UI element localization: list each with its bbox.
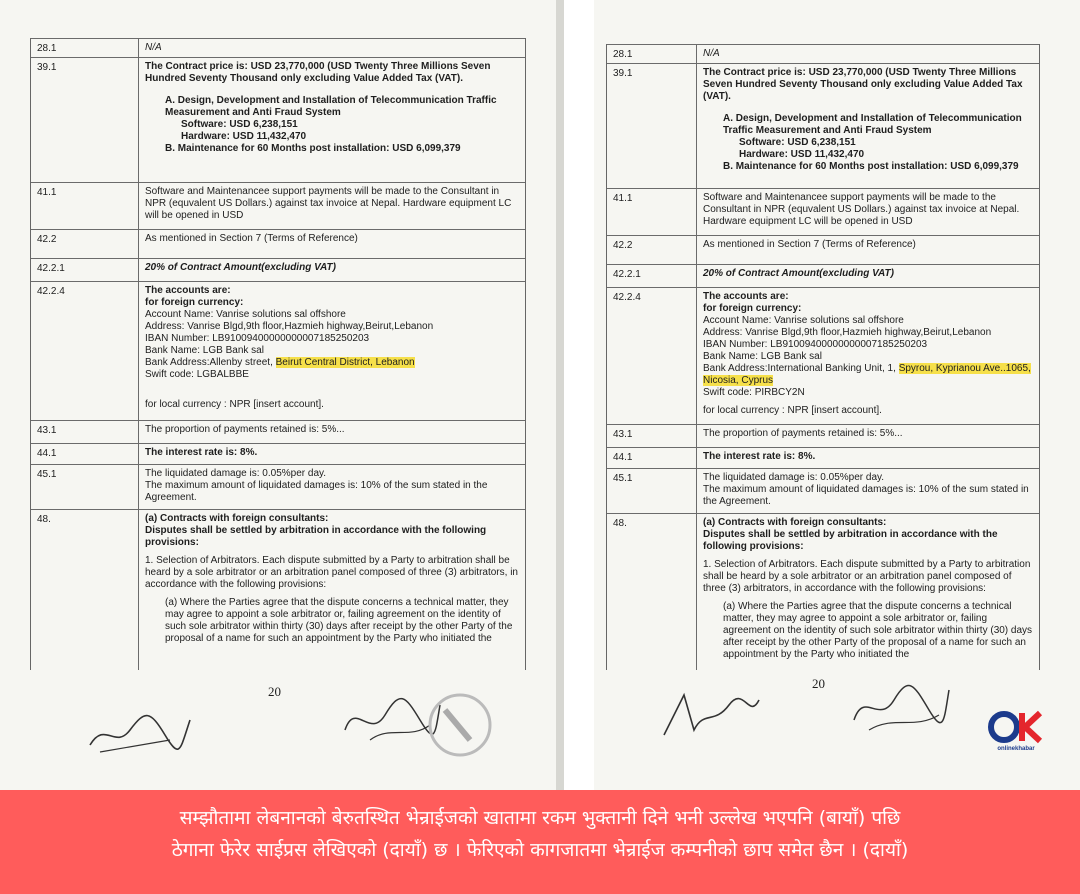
signature-right-2 (844, 670, 954, 740)
highlighted-address: Spyrou, Kyprianou Ave..1065, Nicosia, Cyprus (703, 363, 1031, 386)
clause-number: 42.2.1 (607, 265, 697, 287)
signature-left-1 (80, 690, 200, 760)
iban-number: IBAN Number: LB91009400000000007185250203 (145, 333, 370, 344)
clause-text: The interest rate is: 8%. (145, 447, 258, 458)
disputes-text: Disputes shall be settled by arbitration in accordance with the following provisions: (703, 529, 998, 552)
max-liquidated-damage: The maximum amount of liquidated damages is: 10% of the sum stated in the Agreement. (703, 484, 1029, 507)
page-divider (556, 0, 564, 790)
clause-number: 41.1 (607, 189, 697, 235)
contract-price: The Contract price is: USD 23,770,000 (USD Twenty Three Millions Seven Hundred Seventy Thousand only excluding Value Added Tax (VAT). (703, 67, 1023, 102)
clause-number: 48. (31, 510, 139, 670)
contract-price: The Contract price is: USD 23,770,000 (USD Twenty Three Millions Seven Hundred Seventy Thousand only excluding Value Added Tax (VAT). (145, 61, 491, 84)
bank-name: Bank Name: LGB Bank sal (703, 351, 822, 362)
clause-number: 44.1 (31, 444, 139, 464)
item-a: A. Design, Development and Installation of Telecommunication Traffic Measurement and Anti Fraud System (723, 113, 1022, 136)
software-cost: Software: USD 6,238,151 (181, 119, 298, 130)
selection-of-arbitrators: 1. Selection of Arbitrators. Each dispute submitted by a Party to arbitration shall be heard by a sole arbitrator or an arbitration panel composed of three (3) arbitrators, in accordance with the following provisions: (145, 555, 518, 590)
iban-number: IBAN Number: LB91009400000000007185250203 (703, 339, 928, 350)
clause-text: N/A (703, 48, 720, 59)
clause-number: 39.1 (607, 64, 697, 188)
foreign-contracts-heading: (a) Contracts with foreign consultants: (703, 517, 887, 528)
foreign-currency-label: for foreign currency: (703, 303, 802, 314)
clause-text: The proportion of payments retained is: 5%... (145, 424, 345, 435)
signature-right-1 (654, 680, 764, 750)
clause-number: 45.1 (607, 469, 697, 513)
caption-banner (0, 790, 1080, 894)
technical-matter-clause: (a) Where the Parties agree that the dispute concerns a technical matter, they may agree to appoint a sole arbitrator or, failing agreement on the identity of such sole arbitrator within thirty (30) days after receipt by the other Party of the proposal of a name for such an appointment by the Party who initiated the (723, 601, 1033, 660)
clause-number: 42.2.1 (31, 259, 139, 281)
max-liquidated-damage: The maximum amount of liquidated damages is: 10% of the sum stated in the Agreement. (145, 480, 488, 503)
foreign-contracts-heading: (a) Contracts with foreign consultants: (145, 513, 329, 524)
clause-number: 39.1 (31, 58, 139, 182)
bank-address: Bank Address:Allenby street, Beirut Central District, Lebanon (145, 357, 415, 368)
clause-number: 48. (607, 514, 697, 670)
hardware-cost: Hardware: USD 11,432,470 (739, 149, 865, 160)
clause-text: Software and Maintenancee support payments will be made to the Consultant in NPR (equvalent US Dollars.) against tax invoice at Nepal. Hardware equipment LC will be opened in USD (145, 186, 512, 221)
clause-text: Software and Maintenancee support payments will be made to the Consultant in NPR (equvalent US Dollars.) against tax invoice at Nepal. Hardware equipment LC will be opened in USD (703, 192, 1020, 227)
clause-text: 20% of Contract Amount(excluding VAT) (145, 262, 336, 273)
clause-number: 42.2.4 (607, 288, 697, 424)
clause-text: N/A (145, 42, 162, 53)
local-currency: for local currency : NPR [insert account]. (145, 399, 324, 410)
swift-code: Swift code: LGBALBBE (145, 369, 249, 380)
clause-text: The proportion of payments retained is: 5%... (703, 428, 903, 439)
caption-line-1: सम्झौतामा लेबनानको बेरुतस्थित भेन्राईजको खातामा रकम भुक्तानी दिने भनी उल्लेख भएपनि (बायाँ) पछि (179, 807, 901, 829)
item-a: A. Design, Development and Installation of Telecommunication Traffic Measurement and Anti Fraud System (165, 95, 497, 118)
item-b: B. Maintenance for 60 Months post installation: USD 6,099,379 (165, 143, 461, 154)
page-number: 20 (268, 684, 281, 699)
selection-of-arbitrators: 1. Selection of Arbitrators. Each dispute submitted by a Party to arbitration shall be heard by a sole arbitrator or an arbitration panel composed of three (3) arbitrators, in accordance with the following provisions: (703, 559, 1031, 594)
account-address: Address: Vanrise Blgd,9th floor,Hazmieh highway,Beirut,Lebanon (703, 327, 992, 338)
page-number: 20 (812, 676, 825, 691)
bank-address: Bank Address:International Banking Unit, 1, Spyrou, Kyprianou Ave..1065, Nicosia, Cyprus (703, 363, 1031, 386)
clause-text: As mentioned in Section 7 (Terms of Reference) (145, 233, 358, 244)
hardware-cost: Hardware: USD 11,432,470 (181, 131, 307, 142)
clause-text: 20% of Contract Amount(excluding VAT) (703, 268, 894, 279)
accounts-heading: The accounts are: (703, 291, 789, 302)
clause-number: 43.1 (607, 425, 697, 447)
local-currency: for local currency : NPR [insert account]. (703, 405, 882, 416)
clause-number: 42.2 (31, 230, 139, 258)
item-b: B. Maintenance for 60 Months post installation: USD 6,099,379 (723, 161, 1019, 172)
logo-text: onlinekhabar (997, 746, 1035, 752)
document-left (0, 0, 556, 790)
clause-number: 28.1 (31, 39, 139, 57)
onlinekhabar-logo (988, 708, 1044, 760)
caption-line-2: ठेगाना फेरेर साईप्रस लेखिएको (दायाँ) छ । फेरिएको कागजातमा भेन्राईज कम्पनीको छाप समेत छैन । (दायाँ) (171, 839, 909, 861)
accounts-heading: The accounts are: (145, 285, 231, 296)
stamp-left (410, 690, 510, 760)
liquidated-damage: The liquidated damage is: 0.05%per day. (703, 472, 885, 483)
disputes-text: Disputes shall be settled by arbitration in accordance with the following provisions: (145, 525, 487, 548)
contract-table-right (606, 44, 1040, 670)
highlighted-address: Beirut Central District, Lebanon (275, 357, 415, 368)
clause-number: 42.2 (607, 236, 697, 264)
technical-matter-clause: (a) Where the Parties agree that the dispute concerns a technical matter, they may agree to appoint a sole arbitrator or, failing agreement on the identity of such sole arbitrator within thirty (30) days after receipt by the other Party of the proposal of a name for such an appointment by the Party who initiated the (165, 597, 513, 644)
account-name: Account Name: Vanrise solutions sal offshore (145, 309, 346, 320)
software-cost: Software: USD 6,238,151 (739, 137, 856, 148)
clause-text: The interest rate is: 8%. (703, 451, 816, 462)
document-right (594, 0, 1080, 790)
clause-number: 42.2.4 (31, 282, 139, 420)
clause-text: As mentioned in Section 7 (Terms of Reference) (703, 239, 916, 250)
bank-name: Bank Name: LGB Bank sal (145, 345, 264, 356)
clause-number: 43.1 (31, 421, 139, 443)
account-address: Address: Vanrise Blgd,9th floor,Hazmieh highway,Beirut,Lebanon (145, 321, 434, 332)
clause-number: 45.1 (31, 465, 139, 509)
liquidated-damage: The liquidated damage is: 0.05%per day. (145, 468, 327, 479)
foreign-currency-label: for foreign currency: (145, 297, 244, 308)
clause-number: 41.1 (31, 183, 139, 229)
clause-number: 44.1 (607, 448, 697, 468)
contract-table-left (30, 38, 526, 670)
ok-logo-icon (988, 708, 1044, 746)
swift-code: Swift code: PIRBCY2N (703, 387, 805, 398)
account-name: Account Name: Vanrise solutions sal offshore (703, 315, 904, 326)
clause-number: 28.1 (607, 45, 697, 63)
